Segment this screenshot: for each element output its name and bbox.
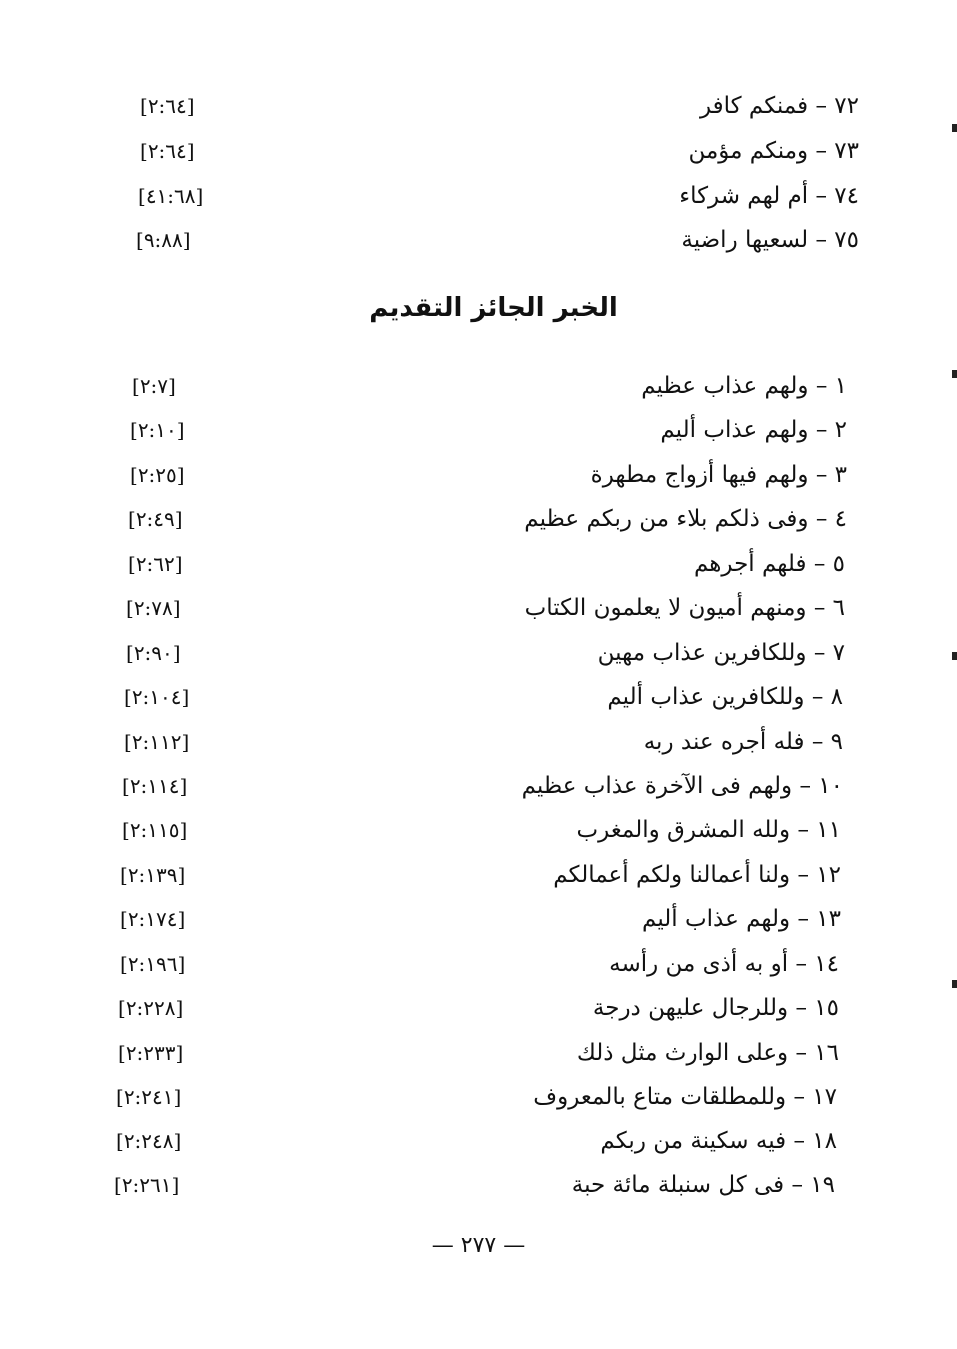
list-item [0,766,957,810]
entry-text: ٣ – ولهم فيها أزواج مطهرة [590,462,847,488]
verse-reference: [٢:٦٤] [140,94,195,118]
section-title: الخبر الجائز التقديم [369,293,618,323]
verse-reference: [٢:٩٠] [126,641,181,665]
entry-text: ١٤ – أو به أذى من رأسه [609,951,839,977]
list-item [0,131,957,175]
list-item [0,410,957,454]
page-number: — ٢٧٧ — [431,1233,526,1258]
verse-reference: [٢:١١٥] [122,818,188,842]
scan-edge-mark [952,124,957,132]
verse-reference: [٢:٢٣٣] [118,1041,184,1065]
entry-text: ١٥ – وللرجال عليهن درجة [592,995,839,1021]
list-item [0,86,957,130]
list-item [0,944,957,988]
list-item [0,1033,957,1077]
scan-edge-mark [952,370,957,378]
verse-reference: [٩:٨٨] [136,228,191,252]
entry-text: ٩ – فله أجره عند ربه [643,729,843,755]
list-item [0,176,957,220]
entry-text: ٢ – ولهم عذاب أليم [660,417,847,443]
verse-reference: [٤١:٦٨] [138,184,204,208]
entry-text: ٧٥ – لسعيها راضية [681,227,859,253]
entry-text: ١٠ – ولهم فى الآخرة عذاب عظيم [521,773,843,799]
verse-reference: [٢:٧٨] [126,596,181,620]
verse-reference: [٢:٧] [132,374,176,398]
entry-text: ٥ – فلهم أجرهم [693,551,845,577]
entry-text: ٤ – وفى ذلكم بلاء من ربكم عظيم [524,506,847,532]
verse-reference: [٢:١٣٩] [120,863,186,887]
verse-reference: [٢:٢٤١] [116,1085,182,1109]
verse-reference: [٢:٢٦١] [114,1173,180,1197]
verse-reference: [٢:٢٢٨] [118,996,184,1020]
entry-text: ٨ – وللكافرين عذاب أليم [607,684,843,710]
scan-edge-mark [952,980,957,988]
entry-text: ٧٣ – ومنكم مؤمن [688,138,859,164]
verse-reference: [٢:١٠٤] [124,685,190,709]
list-item [0,810,957,854]
list-item [0,588,957,632]
entry-text: ١٧ – وللمطلقات متاع بالمعروف [533,1084,837,1110]
entry-text: ٧٤ – أم لهم شركاء [679,183,859,209]
verse-reference: [٢:١١٢] [124,730,190,754]
entry-text: ١٨ – فيه سكينة من ربكم [600,1128,837,1154]
entry-text: ٧ – وللكافرين عذاب مهين [597,640,845,666]
verse-reference: [٢:٦٢] [128,552,183,576]
list-item [0,455,957,499]
entry-text: ٦ – ومنهم أميون لا يعلمون الكتاب [524,595,845,621]
entry-text: ١٢ – ولنا أعمالنا ولكم أعمالكم [553,862,841,888]
list-item [0,988,957,1032]
verse-reference: [٢:١٧٤] [120,907,186,931]
verse-reference: [٢:١٠] [130,418,185,442]
list-item [0,855,957,899]
list-item [0,366,957,410]
entry-text: ١ – ولهم عذاب عظيم [641,373,847,399]
list-item [0,633,957,677]
list-item [0,1121,957,1165]
entry-text: ١٣ – ولهم عذاب أليم [642,906,841,932]
verse-reference: [٢:٤٩] [128,507,183,531]
list-item [0,544,957,588]
entry-text: ٧٢ – فمنكم كافر [699,93,859,119]
verse-reference: [٢:٢٥] [130,463,185,487]
entry-text: ١٦ – وعلى الوارث مثل ذلك [576,1040,839,1066]
list-item [0,722,957,766]
scan-edge-mark [952,652,957,660]
list-item [0,677,957,721]
list-item [0,1077,957,1121]
entry-text: ١٩ – فى كل سنبلة مائة حبة [571,1172,835,1198]
verse-reference: [٢:٦٤] [140,139,195,163]
verse-reference: [٢:١١٤] [122,774,188,798]
list-item [0,220,957,264]
list-item [0,1165,957,1209]
list-item [0,899,957,943]
entry-text: ١١ – ولله المشرق والمغرب [576,817,841,843]
verse-reference: [٢:١٩٦] [120,952,186,976]
list-item [0,499,957,543]
verse-reference: [٢:٢٤٨] [116,1129,182,1153]
